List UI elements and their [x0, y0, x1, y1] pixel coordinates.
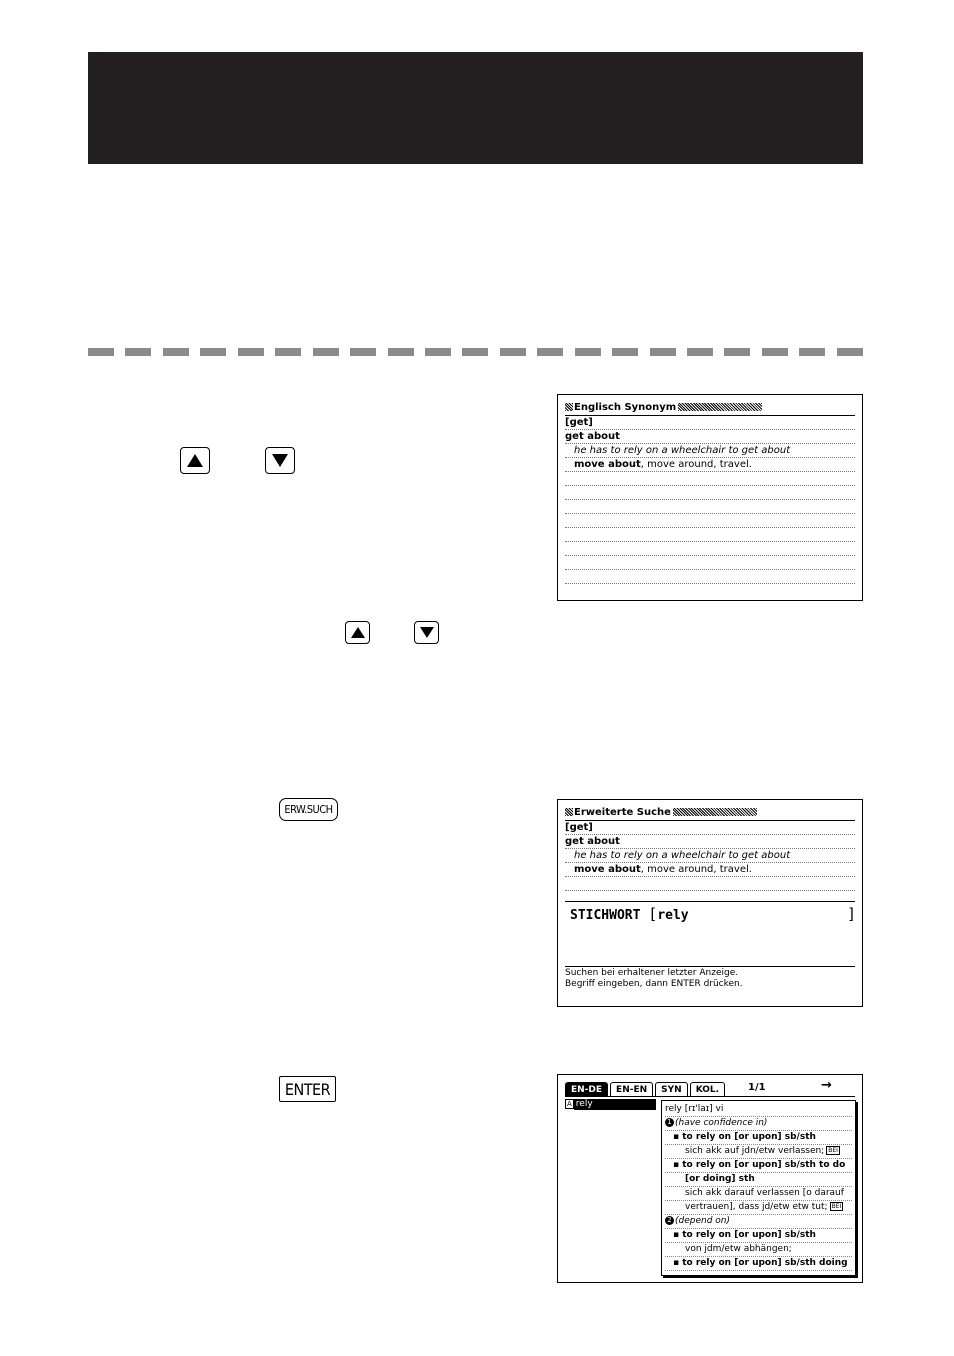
entry-line: get about — [565, 430, 855, 444]
dictionary-tabs — [565, 1082, 727, 1097]
screen-english-synonym — [557, 394, 863, 601]
example-line: ▪ to rely on [or upon] sb/sth to do — [665, 1159, 852, 1173]
empty-line — [565, 486, 855, 500]
up-key[interactable] — [180, 447, 210, 474]
empty-line — [565, 514, 855, 528]
headword: rely [rɪ'laɪ] vi — [665, 1103, 852, 1117]
down-arrow-icon — [272, 454, 288, 467]
synonym-line: move about, move around, travel. — [565, 863, 855, 877]
screen-erweiterte-suche — [557, 799, 863, 1007]
sense-line: 2 (depend on) — [665, 1215, 852, 1229]
list-marker: A — [567, 1100, 572, 1108]
hint-text: Suchen bei erhaltener letzter Anzeige. Begriff eingeben, dann ENTER drücken. — [565, 968, 743, 989]
tab-syn[interactable]: SYN — [655, 1082, 688, 1097]
tab-kol[interactable]: KOL. — [690, 1082, 725, 1097]
list-item[interactable] — [565, 1099, 659, 1110]
down-key-small[interactable] — [414, 621, 439, 644]
entry-line: [get] — [565, 416, 855, 430]
up-key-small[interactable] — [345, 621, 370, 644]
example-line: ▪ to rely on [or upon] sb/sth — [665, 1131, 852, 1145]
entry-line: get about — [565, 835, 855, 849]
tab-en-de[interactable]: EN-DE — [565, 1082, 608, 1097]
example-line: he has to rely on a wheelchair to get about — [565, 849, 855, 863]
down-key[interactable] — [265, 447, 295, 474]
tab-underline — [565, 1096, 855, 1097]
screen-title: Englisch Synonym — [565, 401, 855, 416]
erw-such-key[interactable] — [279, 798, 338, 821]
list-item-label: rely — [574, 1099, 656, 1110]
erw-such-key-label: ERW.SUCH — [284, 803, 333, 816]
ref-icon[interactable]: BEI — [828, 1147, 838, 1154]
up-arrow-icon — [187, 454, 203, 467]
sense-line: 1 (have confidence in) — [665, 1117, 852, 1131]
empty-line — [565, 877, 855, 891]
down-arrow-icon — [420, 627, 434, 638]
section-divider — [88, 348, 863, 356]
screen-dictionary-entry — [557, 1074, 863, 1283]
ref-icon[interactable]: BEI — [831, 1203, 842, 1210]
empty-line — [565, 570, 855, 584]
input-divider — [565, 901, 855, 902]
enter-key[interactable] — [279, 1076, 336, 1102]
empty-line — [565, 542, 855, 556]
example-line: he has to rely on a wheelchair to get about — [565, 444, 855, 458]
keyword-label: STICHWORT — [570, 908, 641, 923]
entry-line: [get] — [565, 821, 855, 835]
synonym-line: move about, move around, travel. — [565, 458, 855, 472]
empty-line — [565, 500, 855, 514]
keyword-input[interactable]: STICHWORT [rely ] — [570, 905, 856, 923]
example-line: ▪ to rely on [or upon] sb/sth doing — [665, 1257, 852, 1271]
example-line: [or doing] sth — [665, 1173, 852, 1187]
up-arrow-icon — [351, 627, 365, 638]
empty-line — [565, 528, 855, 542]
screen-title: Erweiterte Suche — [565, 806, 855, 821]
empty-line — [565, 472, 855, 486]
tab-en-en[interactable]: EN-EN — [610, 1082, 653, 1097]
empty-line — [565, 556, 855, 570]
enter-key-label: ENTER — [284, 1079, 331, 1099]
next-arrow-icon[interactable]: → — [821, 1078, 832, 1093]
hint-divider — [565, 966, 855, 967]
translation-line: sich akk auf jdn/etw verlassen; BEI — [665, 1145, 852, 1159]
header-bar — [88, 52, 863, 164]
translation-line: sich akk darauf verlassen [o darauf — [665, 1187, 852, 1201]
translation-line: von jdm/etw abhängen; — [665, 1243, 852, 1257]
page-indicator: 1/1 — [748, 1082, 766, 1093]
entry-panel — [661, 1100, 856, 1276]
example-line: ▪ to rely on [or upon] sb/sth — [665, 1229, 852, 1243]
translation-line: vertrauen], dass jd/etw etw tut; BEI — [665, 1201, 852, 1215]
keyword-value: rely — [657, 908, 689, 923]
